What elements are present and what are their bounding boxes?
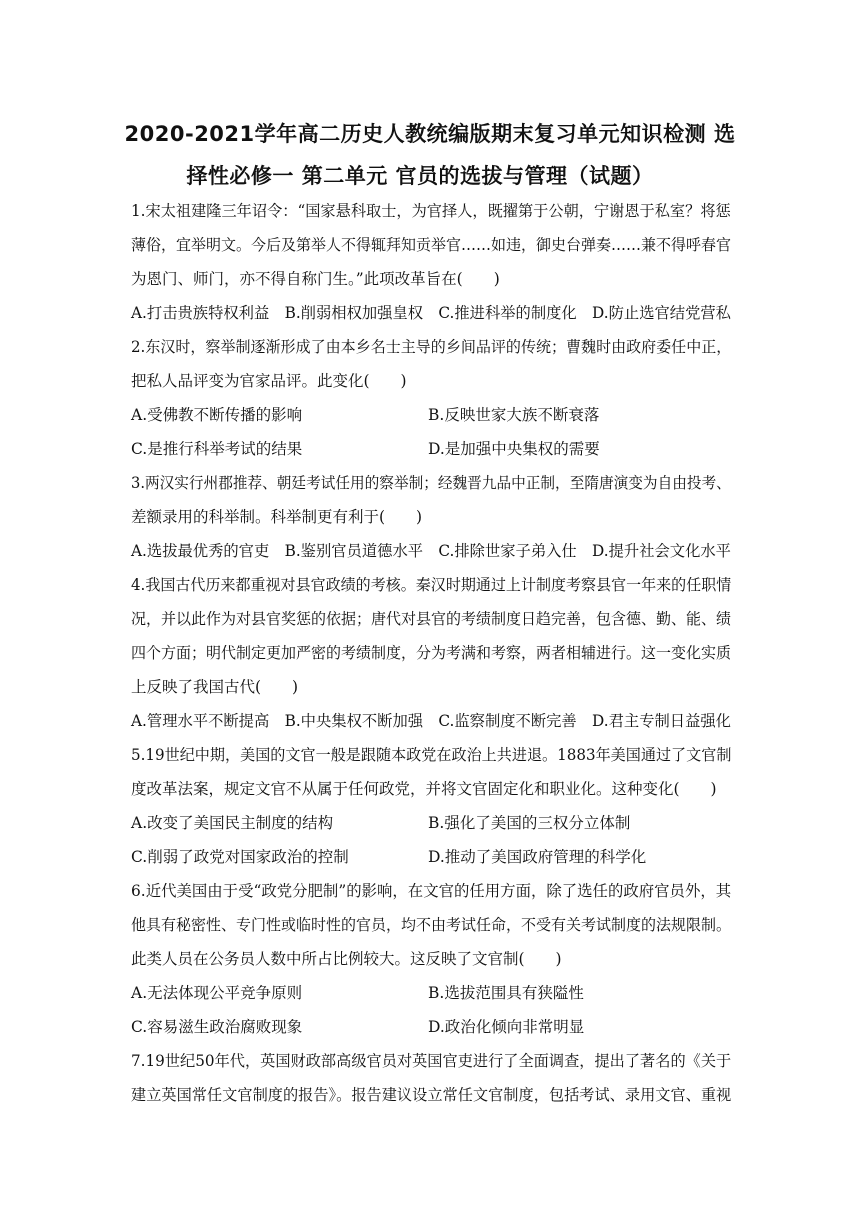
question-5-option-a: A.改变了美国民主制度的结构 <box>131 814 334 832</box>
question-2-option-b: B.反映世家大族不断衰落 <box>428 406 600 424</box>
question-3-options: A.选拔最优秀的官吏 B.鉴别官员道德水平 C.排除世家子弟入仕 D.提升社会文化水平 <box>131 542 731 560</box>
question-2-option-d: D.是加强中央集权的需要 <box>428 440 600 458</box>
question-5-option-c: C.削弱了政党对国家政治的控制 <box>131 848 349 866</box>
question-7-line-1: 7.19世纪50年代，英国财政部高级官员对英国官吏进行了全面调查，提出了著名的《关于 <box>131 1052 732 1070</box>
question-2-line-2: 把私人品评变为官家品评。此变化( ) <box>131 372 407 390</box>
question-6-line-2: 他具有秘密性、专门性或临时性的官员，均不由考试任命，不受有关考试制度的法规限制。 <box>131 916 732 934</box>
question-6-option-c: C.容易滋生政治腐败现象 <box>131 1018 303 1036</box>
question-1-line-3: 为恩门、师门，亦不得自称门生。”此项改革旨在( ) <box>131 270 500 288</box>
question-5-option-d: D.推动了美国政府管理的科学化 <box>428 848 647 866</box>
document-title-line-1: 2020-2021学年高二历史人教统编版期末复习单元知识检测 选 <box>124 122 736 146</box>
question-6-option-a: A.无法体现公平竞争原则 <box>131 984 303 1002</box>
question-5-line-2: 度改革法案，规定文官不从属于任何政党，并将文官固定化和职业化。这种变化( ) <box>131 780 717 798</box>
question-5-option-b: B.强化了美国的三权分立体制 <box>428 814 631 832</box>
question-2-option-a: A.受佛教不断传播的影响 <box>131 406 303 424</box>
question-3-line-2: 差额录用的科举制。科举制更有利于( ) <box>131 508 423 526</box>
question-4-line-4: 上反映了我国古代( ) <box>131 678 299 696</box>
question-2-line-1: 2.东汉时，察举制逐渐形成了由本乡名士主导的乡间品评的传统；曹魏时由政府委任中正， <box>131 338 732 356</box>
question-3-line-1: 3.两汉实行州郡推荐、朝廷考试任用的察举制；经魏晋九品中正制，至隋唐演变为自由投考、 <box>131 474 731 492</box>
question-4-options: A.管理水平不断提高 B.中央集权不断加强 C.监察制度不断完善 D.君主专制日益强化 <box>131 712 731 730</box>
question-4-line-1: 4.我国古代历来都重视对县官政绩的考核。秦汉时期通过上计制度考察县官一年来的任职情 <box>131 576 732 594</box>
question-6-line-3: 此类人员在公务员人数中所占比例较大。这反映了文官制( ) <box>131 950 562 968</box>
question-4-line-3: 四个方面；明代制定更加严密的考绩制度，分为考满和考察，两者相辅进行。这一变化实质 <box>131 644 732 662</box>
question-1-options: A.打击贵族特权利益 B.削弱相权加强皇权 C.推进科举的制度化 D.防止选官结党营私 <box>131 304 731 322</box>
question-5-line-1: 5.19世纪中期，美国的文官一般是跟随本政党在政治上共进退。1883年美国通过了文官制 <box>131 746 732 764</box>
question-7-line-2: 建立英国常任文官制度的报告》。报告建议设立常任文官制度，包括考试、录用文官、重视 <box>131 1086 732 1104</box>
question-2-option-c: C.是推行科举考试的结果 <box>131 440 303 458</box>
question-1-line-1: 1.宋太祖建隆三年诏令：“国家悬科取士，为官择人，既擢第于公朝，宁谢恩于私室？将惩 <box>131 202 731 220</box>
question-1-line-2: 薄俗，宜举明文。今后及第举人不得辄拜知贡举官……如违，御史台弹奏……兼不得呼春官 <box>131 236 732 254</box>
question-6-option-b: B.选拔范围具有狭隘性 <box>428 984 584 1002</box>
question-6-line-1: 6.近代美国由于受“政党分肥制”的影响，在文官的任用方面，除了选任的政府官员外，其 <box>131 882 732 900</box>
document-title-line-2: 择性必修一 第二单元 官员的选拔与管理（试题） <box>186 164 654 188</box>
question-6-option-d: D.政治化倾向非常明显 <box>428 1018 585 1036</box>
question-4-line-2: 况，并以此作为对县官奖惩的依据；唐代对县官的考绩制度日趋完善，包含德、勤、能、绩 <box>131 610 732 628</box>
